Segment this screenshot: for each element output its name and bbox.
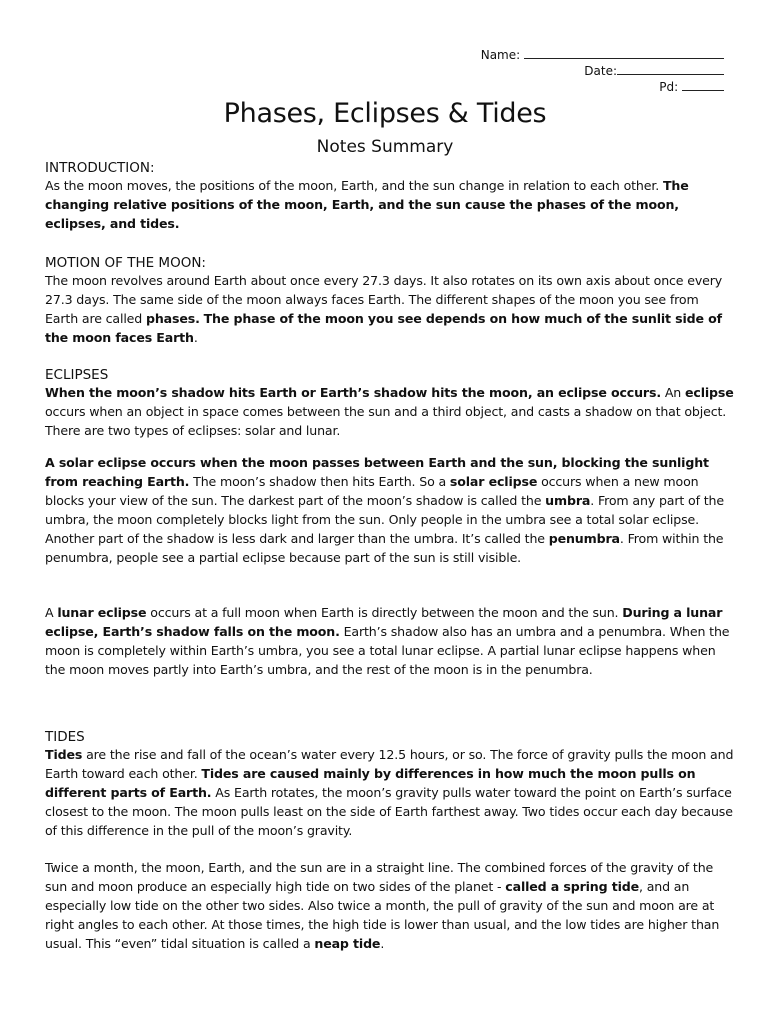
bold-run: solar eclipse bbox=[449, 473, 538, 489]
introduction-heading: INTRODUCTION: bbox=[45, 160, 155, 176]
text-run: occurs when an object in space comes between the sun and a third object, and casts a shadow on that object. There are two types of eclipses: solar and lunar. bbox=[45, 403, 727, 438]
text-run: The moon revolves around Earth about once every 27.3 days. It also rotates on its own axis about once every 27.3 days. The same side of the moon always faces Earth. The different shapes of the moon you see from Earth are called bbox=[45, 273, 723, 326]
name-blank bbox=[524, 47, 724, 59]
page-subtitle: Notes Summary bbox=[316, 137, 454, 157]
period-line bbox=[659, 79, 724, 95]
motion-heading: MOTION OF THE MOON: bbox=[45, 255, 206, 271]
text-run: An bbox=[660, 385, 685, 400]
name-label: Name: bbox=[480, 48, 521, 62]
date-blank bbox=[617, 63, 724, 75]
bold-run: Tides bbox=[45, 747, 83, 762]
page-title: Phases, Eclipses & Tides bbox=[223, 98, 547, 129]
text-run: , and an especially low tide on the other two sides. Also twice a month, the pull of gravity of the sun and moon are at right angles to each other. At those times, the high tide is lower than usual, and the low tides are higher than usual. This “even” tidal situation is called a bbox=[45, 878, 720, 951]
text-run: Twice a month, the moon, Earth, and the sun are in a straight line. The combined forces of the gravity of the sun and moon produce an especially high tide on two sides of the planet - bbox=[45, 860, 714, 894]
period-label: Pd: bbox=[659, 80, 679, 94]
lunar-eclipse-paragraph bbox=[45, 604, 735, 680]
bold-run: Tides are caused mainly by differences in how much the moon pulls on different parts of Earth. bbox=[45, 765, 696, 800]
motion-paragraph bbox=[45, 272, 735, 348]
text-run: occurs at a full moon when Earth is directly between the moon and the sun. bbox=[146, 605, 623, 620]
bold-run: The phase of the moon you see depends on how much of the sunlit side of the moon faces Earth bbox=[45, 310, 722, 345]
bold-run: neap tide bbox=[314, 935, 381, 951]
bold-run: During a lunar eclipse, Earth’s shadow falls on the moon. bbox=[45, 605, 723, 639]
bold-run: lunar eclipse bbox=[57, 605, 147, 620]
eclipses-heading: ECLIPSES bbox=[45, 367, 109, 383]
text-run: . From any part of the umbra, the moon completely blocks light from the sun. Only people in the umbra see a total solar eclipse. Another part of the shadow is less dark and larger than the umbra. It’s called the bbox=[45, 492, 724, 546]
bold-run: The changing relative positions of the moon, Earth, and the sun cause the phases of the moon, eclipses, and tides. bbox=[45, 178, 689, 231]
text-run: . bbox=[193, 329, 198, 345]
bold-run: penumbra bbox=[548, 530, 620, 546]
text-run: . bbox=[380, 935, 385, 951]
eclipses-paragraph-intro bbox=[45, 384, 735, 441]
text-run: A bbox=[45, 605, 58, 620]
bold-run: phases. bbox=[145, 310, 200, 326]
date-label: Date: bbox=[584, 64, 617, 78]
text-run: are the rise and fall of the ocean’s water every 12.5 hours, or so. The force of gravity pulls the moon and Earth toward each other. bbox=[45, 747, 734, 781]
solar-eclipse-paragraph bbox=[45, 454, 735, 567]
date-line bbox=[584, 63, 724, 79]
spring-neap-tide-paragraph bbox=[45, 859, 735, 954]
bold-run: When the moon’s shadow hits Earth or Earth’s shadow hits the moon, an eclipse occurs. bbox=[45, 385, 661, 400]
tides-heading: TIDES bbox=[45, 729, 85, 745]
bold-run: A solar eclipse occurs when the moon passes between Earth and the sun, blocking the sunlight from reaching Earth. bbox=[45, 455, 709, 489]
bold-run: eclipse bbox=[684, 385, 734, 400]
introduction-paragraph bbox=[45, 177, 735, 234]
bold-run: umbra bbox=[545, 492, 591, 508]
period-blank bbox=[682, 79, 724, 91]
text-run: As the moon moves, the positions of the moon, Earth, and the sun change in relation to each other. bbox=[45, 178, 663, 193]
text-run: Earth’s shadow also has an umbra and a penumbra. When the moon is completely within Earth’s umbra, you see a total lunar eclipse. A partial lunar eclipse happens when the moon moves partly into Earth’s umbra, and the rest of the moon is in the penumbra. bbox=[45, 623, 730, 677]
tides-paragraph bbox=[45, 746, 735, 841]
name-line bbox=[481, 47, 724, 63]
text-run: As Earth rotates, the moon’s gravity pulls water toward the point on Earth’s surface closest to the moon. The moon pulls least on the side of Earth farthest away. Two tides occur each day because of this difference in the pull of the moon’s gravity. bbox=[45, 784, 733, 838]
bold-run: called a spring tide bbox=[505, 878, 639, 894]
text-run: . From within the penumbra, people see a partial eclipse because part of the sun is still visible. bbox=[45, 530, 724, 565]
text-run: occurs when a new moon blocks your view of the sun. The darkest part of the moon’s shadow is called the bbox=[45, 473, 699, 508]
text-run: The moon’s shadow then hits Earth. So a bbox=[189, 473, 450, 489]
